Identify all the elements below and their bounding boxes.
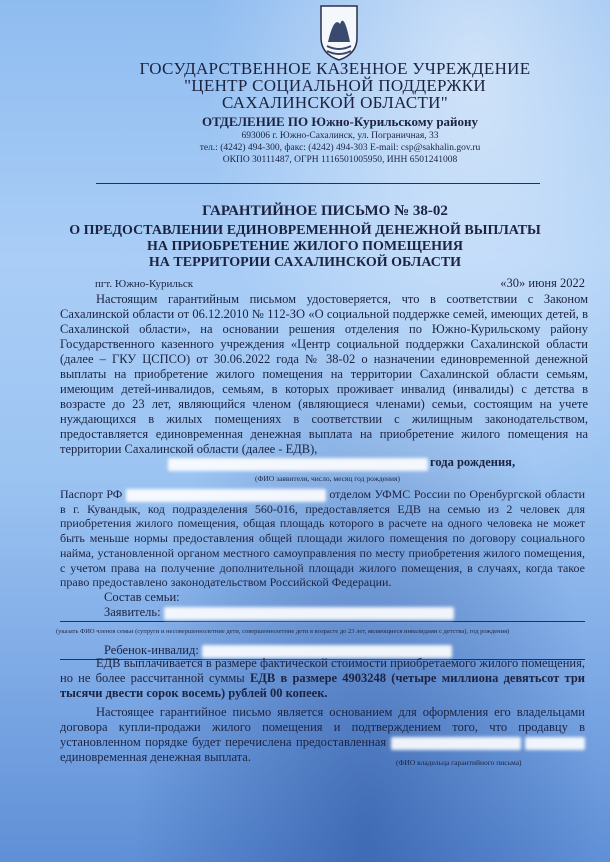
redacted-applicant-name xyxy=(168,458,428,471)
redacted-applicant-fio xyxy=(164,607,454,620)
applicant-label: Заявитель: xyxy=(104,605,161,619)
requisites: ОКПО 30111487, ОГРН 1116501005950, ИНН 6501241008 xyxy=(222,155,458,165)
fio-note: (ФИО заявителя, число, месяц год рождения) xyxy=(255,474,400,483)
sakhalin-coat-of-arms-icon xyxy=(318,2,360,62)
basis-text: Настоящее гарантийное письмо является основанием для оформления его владельцами договора купли-продажи жилого помещения и подтверждением того, что продавцу в установленном порядке будет перечислена предоставленная xyxy=(60,705,585,749)
year-label: года рождения, xyxy=(430,455,516,469)
family-section xyxy=(56,590,585,660)
family-heading: Состав семьи: xyxy=(104,590,180,604)
branch-name: ОТДЕЛЕНИЕ ПО Южно-Курильскому району xyxy=(201,114,479,129)
paragraph-1: Настоящим гарантийным письмом удостоверяется, что в соответствии с Законом Сахалинской области от 06.12.2010 № 112-ЗО «О социальной поддержке семей, имеющих детей, в Сахалинской области», на основании решения отделения по Южно-Курильскому району Государственного казенного учреждения «Центр социальной поддержки Сахалинской области (далее – ГКУ ЦСПСО) от 30.06.2022 года № 38-02 о назначении единовременной денежной выплаты на приобретение жилого помещения на территории Сахалинской области семьям, имеющим детей-инвалидов, семьям, в которых проживает инвалид (инвалиды) с детства в возрасте до 23 лет, являющийся членом (являющиеся членами) семьи, состоящим на учете нуждающихся в жилых помещениях в соответствии с жилищным законодательством, предоставляется единовременная денежная выплата на приобретение жилого помещения на территории Сахалинской области (далее - ЕДВ), xyxy=(60,292,588,456)
org-name-line1: ГОСУДАРСТВЕННОЕ КАЗЕННОЕ УЧРЕЖДЕНИЕ xyxy=(139,59,531,78)
place: пгт. Южно-Курильск xyxy=(95,278,194,290)
main-paragraph xyxy=(60,292,588,457)
payment-amount: ЕДВ в размере 4903248 (четыре миллиона девятьсот три тысячи двести сорок восемь) рублей 00 копеек. xyxy=(60,671,586,700)
child-label: Ребенок-инвалид: xyxy=(104,643,199,657)
family-members-note: (указать ФИО членов семьи (супруги и несовершеннолетние дети, совершеннолетние дети в возрасте до 23 лет, являющиеся инвалидами с детства), год рождения) xyxy=(56,628,510,635)
letter-title xyxy=(0,203,610,271)
address: 693006 г. Южно-Сахалинск, ул. Пограничная, 33 xyxy=(241,131,439,141)
org-name-line2: "ЦЕНТР СОЦИАЛЬНОЙ ПОДДЕРЖКИ xyxy=(184,76,486,95)
date: «30» июня 2022 xyxy=(500,276,585,290)
redacted-owner-name-2 xyxy=(525,737,585,750)
title-line2: О ПРЕДОСТАВЛЕНИИ ЕДИНОВРЕМЕННОЙ ДЕНЕЖНОЙ ВЫПЛАТЫ xyxy=(69,223,541,238)
payment-text: ЕДВ выплачивается в размере фактической стоимости приобретаемого жилого помещения, но не более рассчитанной суммы xyxy=(60,656,585,685)
payment-paragraph-1 xyxy=(60,656,585,701)
payment-section xyxy=(60,656,585,765)
title-line3: НА ПРИОБРЕТЕНИЕ ЖИЛОГО ПОМЕЩЕНИЯ xyxy=(146,239,464,254)
redacted-owner-name-1 xyxy=(391,737,521,750)
header-divider xyxy=(96,183,540,184)
passport-text: отделом УФМС России по Оренбургской области в г. Кувандык, код подразделения 560-016, предоставляется ЕДВ на семью из 2 человек для приобретения жилого помещения, общая площадь которого в расчете на одного человека не может быть меньше нормы предоставления общей площади жилого помещения по договору социального найма, установленной органом местного самоуправления по месту приобретения жилого помещения, с учетом права на получение дополнительной площади жилого помещения, в случаях, когда такое право предоставлено законодательством Российской Федерации. xyxy=(60,487,586,590)
title-number: ГАРАНТИЙНОЕ ПИСЬМО № 38-02 xyxy=(202,203,448,219)
title-line4: НА ТЕРРИТОРИИ САХАЛИНСКОЙ ОБЛАСТИ xyxy=(148,255,462,270)
applicant-line xyxy=(60,605,585,622)
contacts: тел.: (4242) 494-300, факс: (4242) 494-303 E-mail: csp@sakhalin.gov.ru xyxy=(199,143,481,153)
passport-paragraph xyxy=(60,487,585,590)
passport-label: Паспорт РФ xyxy=(60,487,123,501)
signature-note: (ФИО владельца гарантийного письма) xyxy=(396,758,522,767)
letterhead xyxy=(0,60,610,166)
org-name-line3: САХАЛИНСКОЙ ОБЛАСТИ" xyxy=(222,93,448,112)
payment-paragraph-2 xyxy=(60,705,585,765)
redacted-passport-number xyxy=(126,489,326,502)
basis-text-end: единовременная денежная выплата. xyxy=(60,750,251,764)
